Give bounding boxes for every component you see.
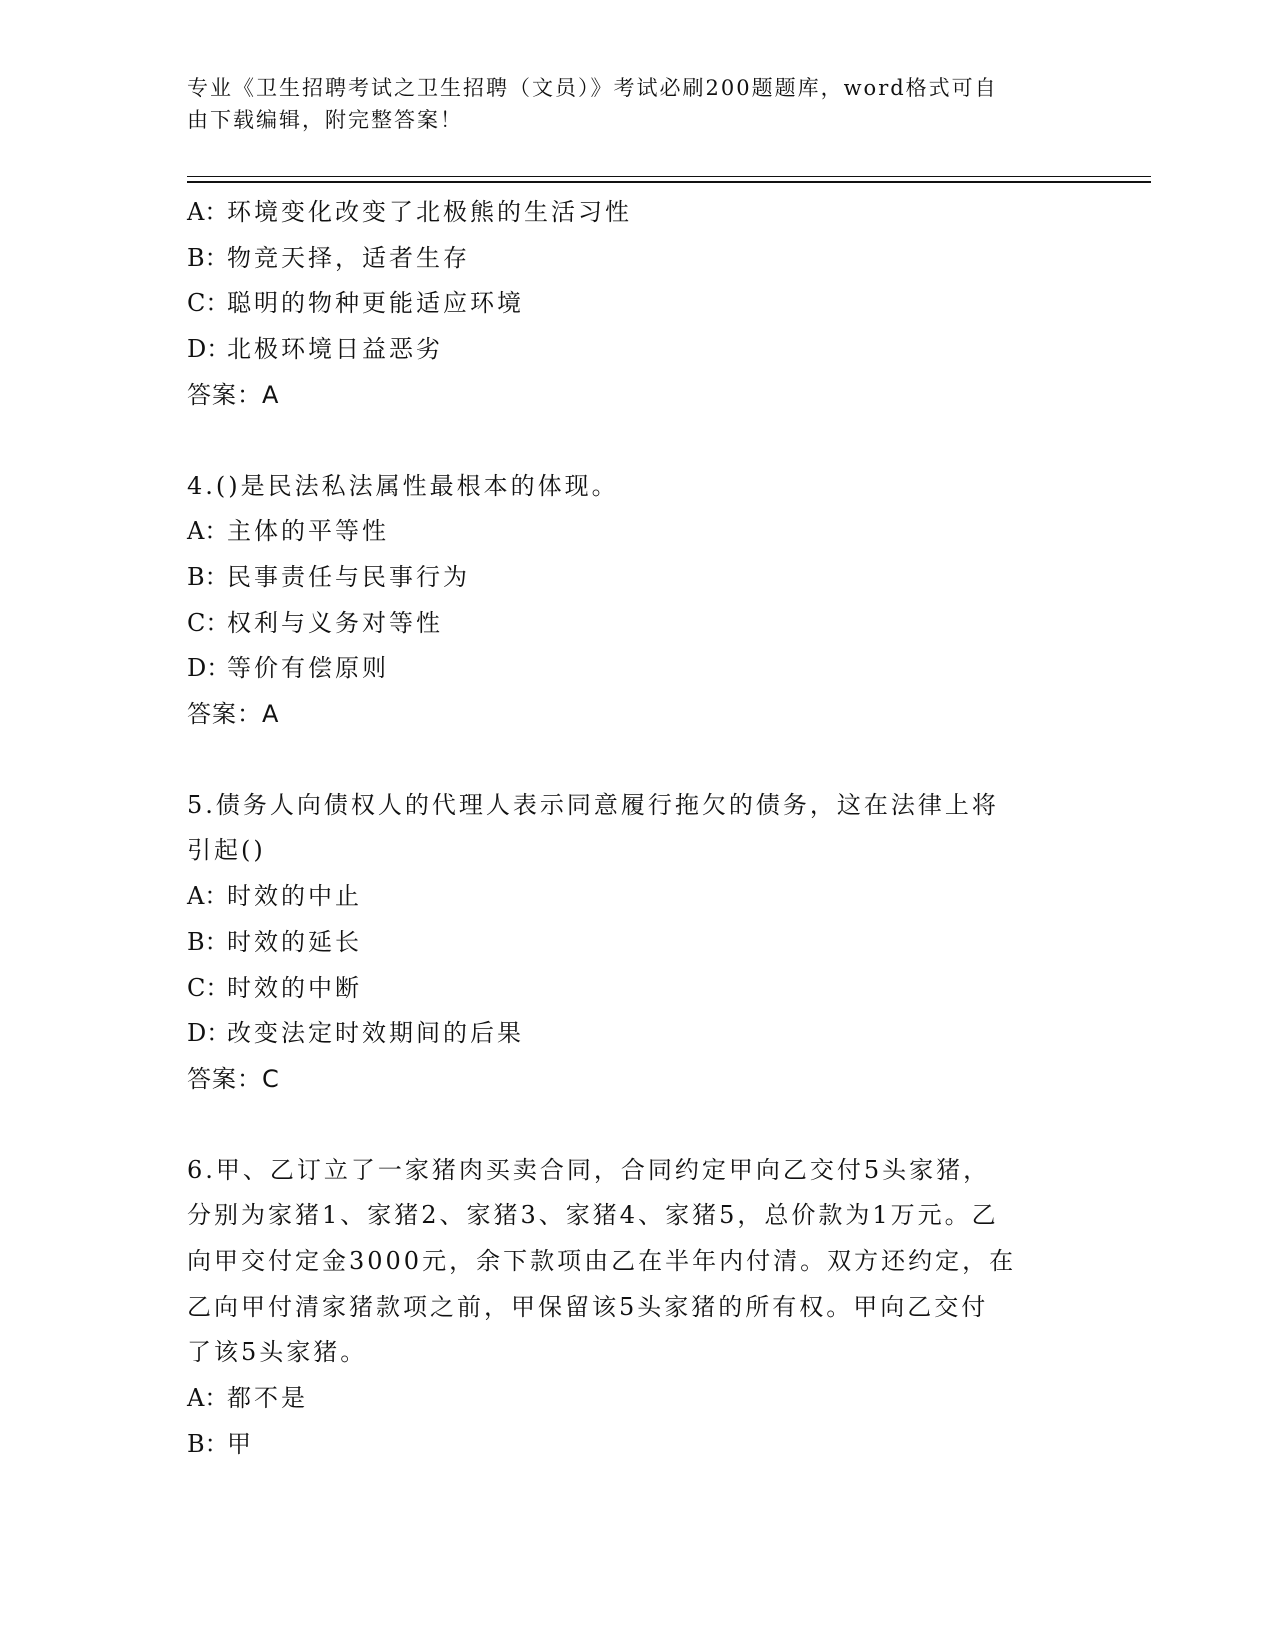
option-c: C：时效的中断: [187, 973, 362, 1002]
header-divider-thick: [187, 181, 1151, 183]
question-4: [187, 464, 1087, 738]
option-a: A：时效的中止: [187, 882, 362, 911]
answer: 答案：A: [187, 700, 280, 729]
question-list: [187, 190, 1087, 1468]
question-stem: 4.()是民法私法属性最根本的体现。: [187, 471, 619, 500]
option-a: A：环境变化改变了北极熊的生活习性: [187, 198, 632, 226]
question-stem-line-1: 6.甲、乙订立了一家猪肉买卖合同，合同约定甲向乙交付5头家猪，: [187, 1155, 991, 1184]
question-stem-line-5: 了该5头家猪。: [187, 1338, 368, 1367]
option-c: C：权利与义务对等性: [187, 608, 443, 637]
option-a: A：都不是: [187, 1384, 308, 1413]
option-d: D：等价有偿原则: [187, 654, 389, 683]
question-stem-line-1: 5.债务人向债权人的代理人表示同意履行拖欠的债务，这在法律上将: [187, 790, 999, 819]
option-b: B：物竞天择，适者生存: [187, 243, 470, 272]
header-line-1: 专业《卫生招聘考试之卫生招聘（文员）》考试必刷200题题库，word格式可自: [187, 76, 998, 100]
question-stem-line-2: 引起(): [187, 836, 266, 865]
question-5: [187, 783, 1087, 1103]
header-divider-thin: [187, 176, 1151, 177]
option-b: B：时效的延长: [187, 927, 362, 956]
question-stem-line-4: 乙向甲付清家猪款项之前，甲保留该5头家猪的所有权。甲向乙交付: [187, 1292, 989, 1321]
question-6: [187, 1148, 1087, 1468]
option-d: D：北极环境日益恶劣: [187, 335, 443, 364]
answer: 答案：A: [187, 380, 280, 409]
option-a: A：主体的平等性: [187, 517, 389, 546]
option-c: C：聪明的物种更能适应环境: [187, 289, 524, 318]
option-b: B：民事责任与民事行为: [187, 562, 470, 591]
option-d: D：改变法定时效期间的后果: [187, 1019, 524, 1048]
option-b: B：甲: [187, 1429, 254, 1458]
question-stem-line-2: 分别为家猪1、家猪2、家猪3、家猪4、家猪5，总价款为1万元。乙: [187, 1201, 999, 1230]
document-header: [187, 72, 1067, 136]
question-3: [187, 190, 1087, 419]
question-stem-line-3: 向甲交付定金3000元，余下款项由乙在半年内付清。双方还约定，在: [187, 1247, 1017, 1276]
header-line-2: 由下载编辑，附完整答案！: [187, 108, 463, 132]
answer: 答案：C: [187, 1064, 280, 1093]
